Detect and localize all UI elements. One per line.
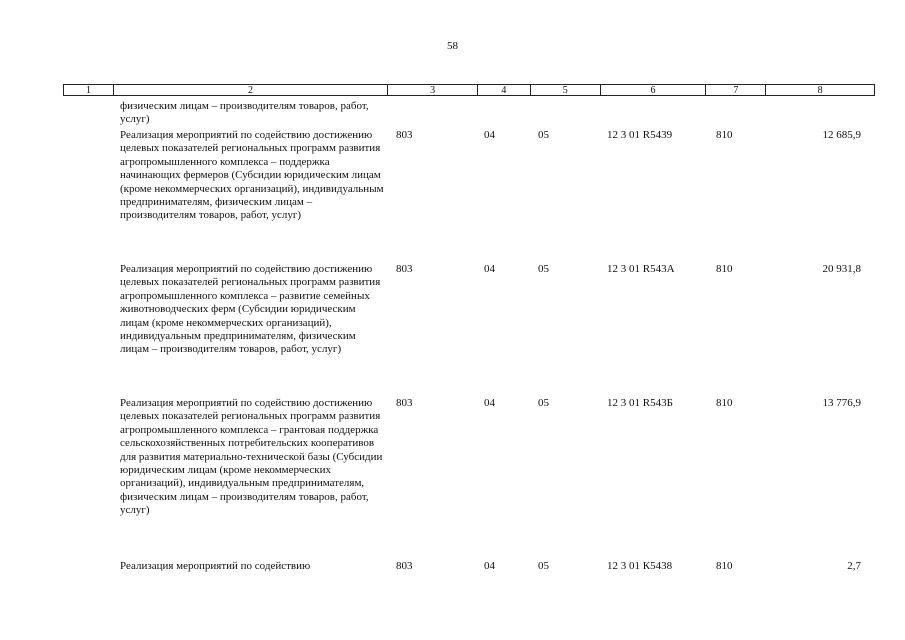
- row-code-6: 12 3 01 R543Б: [607, 397, 673, 409]
- page-number: 58: [447, 40, 458, 52]
- continued-description: физическим лицам – производителям товаров, работ, услуг): [120, 100, 369, 126]
- header-col-2: 2: [114, 85, 388, 95]
- row-code-6: 12 3 01 R543А: [607, 263, 675, 275]
- row-code-7: 810: [716, 397, 733, 409]
- row-code-4: 04: [484, 263, 495, 275]
- row-code-3: 803: [396, 397, 413, 409]
- row-code-6: 12 3 01 К5438: [607, 560, 673, 572]
- row-code-5: 05: [538, 129, 549, 141]
- row-code-4: 04: [484, 560, 495, 572]
- row-code-6: 12 3 01 R5439: [607, 129, 673, 141]
- table-header-row: [63, 84, 875, 96]
- header-col-3: 3: [388, 85, 478, 95]
- header-col-4: 4: [478, 85, 531, 95]
- row-code-5: 05: [538, 397, 549, 409]
- row-amount: 13 776,9: [822, 397, 861, 409]
- header-col-6: 6: [601, 85, 707, 95]
- header-col-8: 8: [817, 85, 823, 96]
- header-col-5: 5: [531, 85, 601, 95]
- row-code-5: 05: [538, 560, 549, 572]
- row-code-7: 810: [716, 129, 733, 141]
- header-col-7: 7: [706, 85, 766, 95]
- row-code-7: 810: [716, 560, 733, 572]
- row-code-3: 803: [396, 560, 413, 572]
- row-amount: 2,7: [847, 560, 861, 572]
- row-code-7: 810: [716, 263, 733, 275]
- row-description: Реализация мероприятий по содействию достижению целевых показателей региональных программ развития агропромышленного комплекса – поддержка начинающих фермеров (Субсидии юридическим лицам (кроме некоммерческих организаций), индивидуальным предпринимателям, физическим лицам – производителям товаров, работ, услуг): [120, 129, 384, 222]
- row-amount: 20 931,8: [822, 263, 861, 275]
- row-code-5: 05: [538, 263, 549, 275]
- header-col-1: 1: [64, 85, 114, 95]
- row-code-4: 04: [484, 129, 495, 141]
- row-description: Реализация мероприятий по содействию достижению целевых показателей региональных программ развития агропромышленного комплекса – развитие семейных животноводческих ферм (Субсидии юридическим лицам (кроме некоммерческих организаций), индивидуальным предпринимателям, физическим лицам – производителям товаров, работ, услуг): [120, 263, 381, 356]
- row-description: Реализация мероприятий по содействию: [120, 560, 311, 572]
- row-amount: 12 685,9: [822, 129, 861, 141]
- row-description: Реализация мероприятий по содействию достижению целевых показателей региональных программ развития агропромышленного комплекса – грантовая поддержка сельскохозяйственных потребительских кооперативов для развития материально-технической базы (Субсидии юридическим лицам (кроме некоммерческих организаций), индивидуальным предпринимателям, физическим лицам – производителям товаров, работ, услуг): [120, 397, 383, 517]
- row-code-3: 803: [396, 129, 413, 141]
- row-code-3: 803: [396, 263, 413, 275]
- row-code-4: 04: [484, 397, 495, 409]
